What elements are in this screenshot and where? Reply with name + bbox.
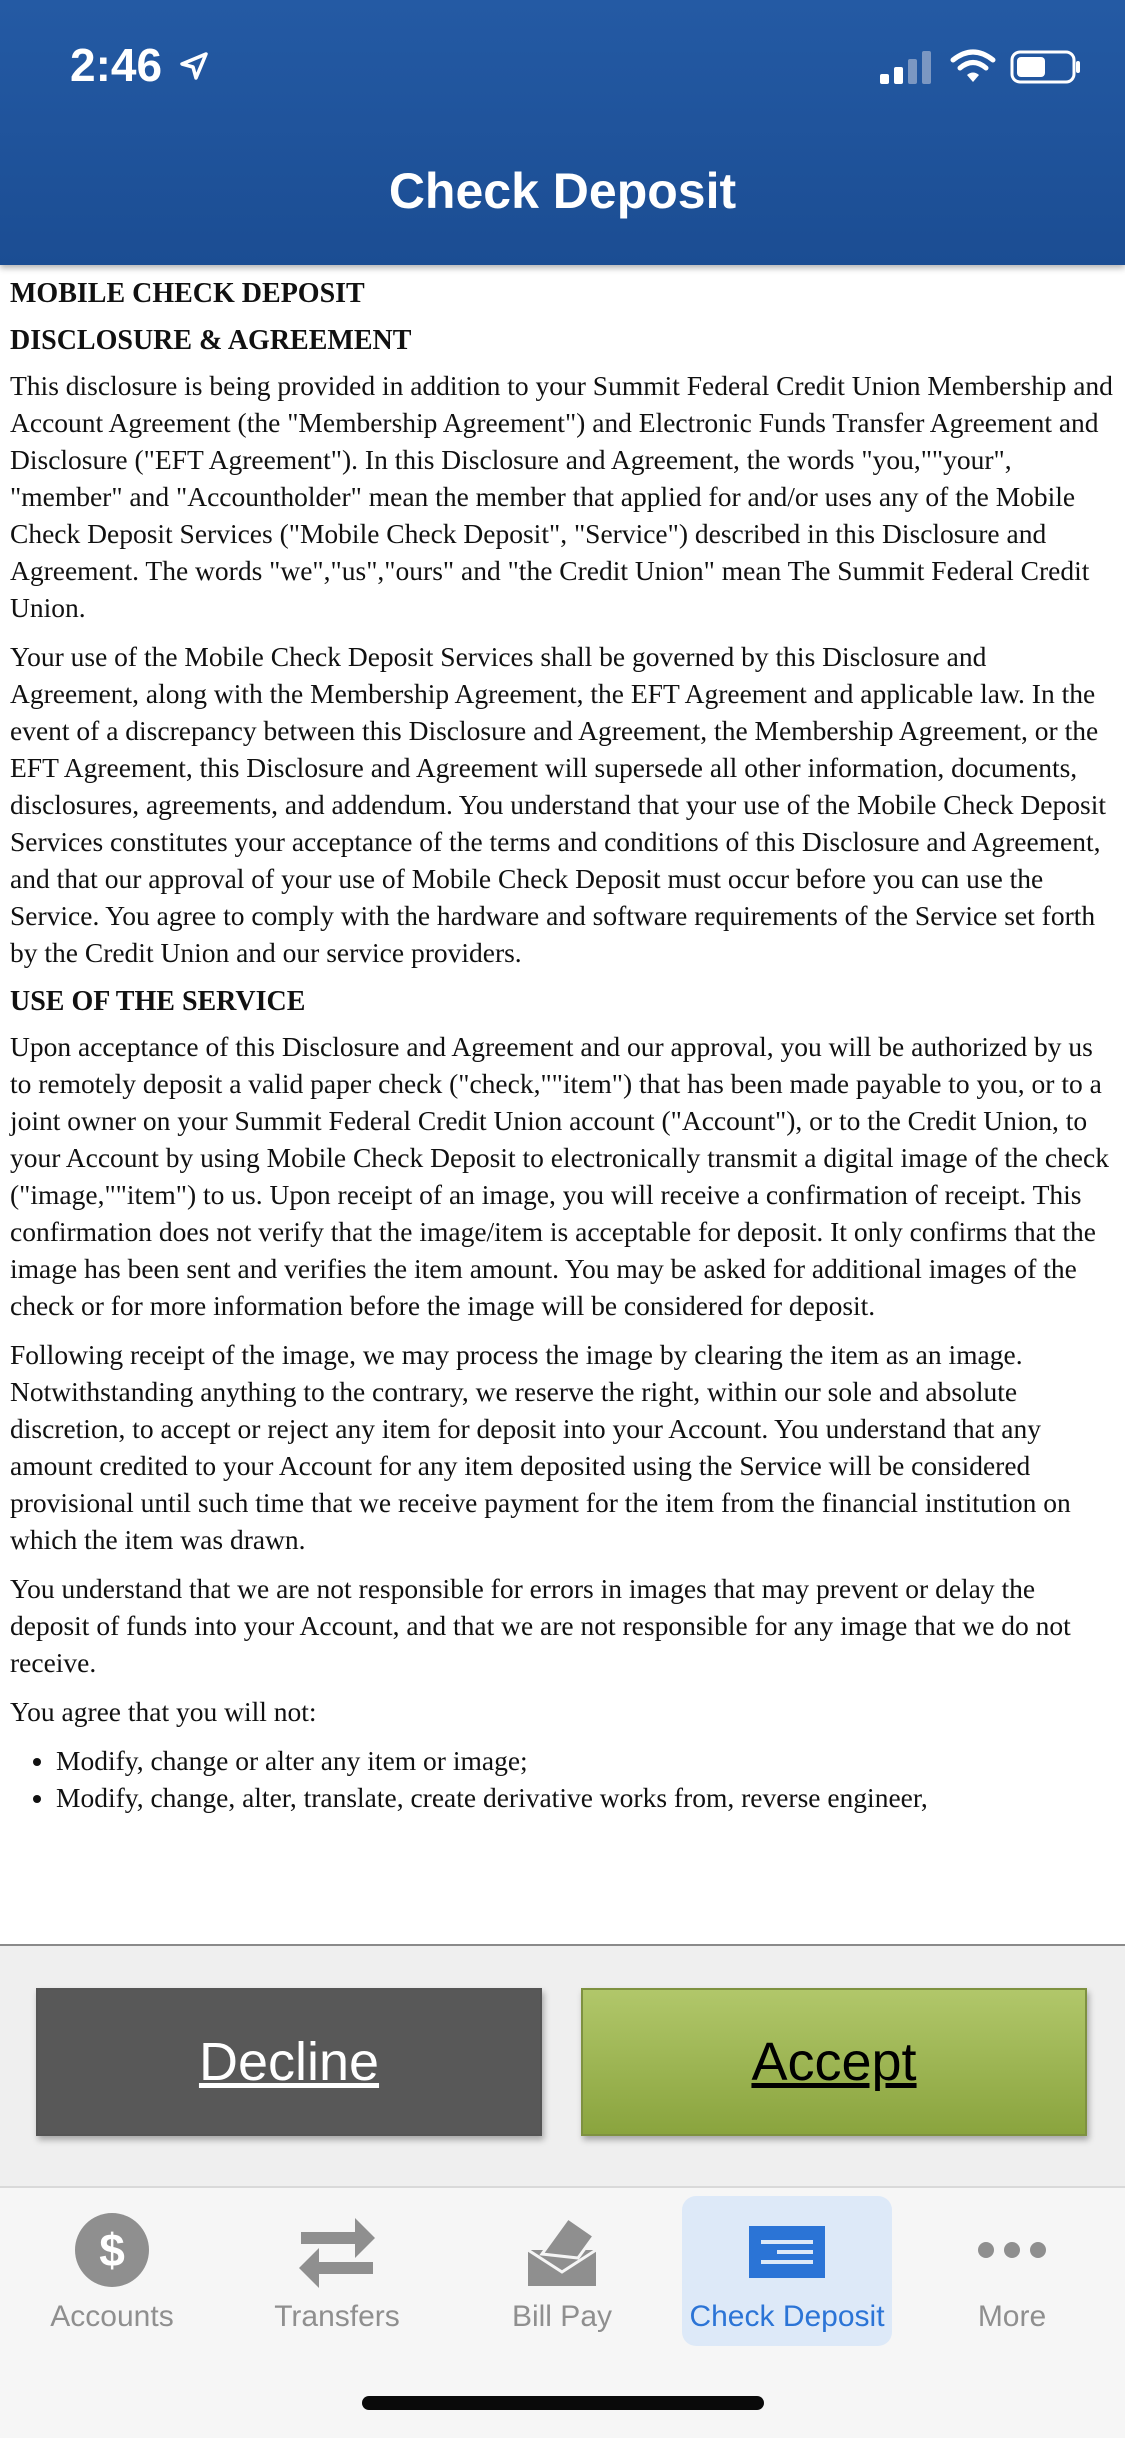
doc-paragraph: You understand that we are not responsible for errors in images that may prevent or delay the deposit of funds into your Account, and that we are not responsible for any image that we do not receive. [10, 1573, 1071, 1678]
tab-bar [0, 2186, 1125, 2438]
action-bar [0, 1946, 1125, 2186]
page-title: Check Deposit [388, 163, 737, 219]
tab-label: Accounts [50, 2300, 174, 2333]
wifi-icon [950, 48, 996, 84]
tab-accounts[interactable] [7, 2196, 217, 2346]
doc-paragraph: This disclosure is being provided in addition to your Summit Federal Credit Union Membership and Account Agreement (the "Membership Agreement") and Electronic Funds Transfer Agreement and Disclosure ("EFT Agreement"). In this Disclosure and Agreement, the words "you,""your", "member" and "Accountholder" mean the member that applied for and/or uses any of the Mobile Check Deposit Services ("Mobile Check Deposit", "Service") described in this Disclosure and Agreement. The words "we","us","ours" and "the Credit Union" mean The Summit Federal Credit Union. [10, 370, 1113, 623]
tab-bill-pay[interactable] [457, 2196, 667, 2346]
tab-transfers[interactable] [232, 2196, 442, 2346]
tab-label: More [977, 2300, 1047, 2333]
tab-label: Transfers [274, 2300, 400, 2333]
envelope-icon [522, 2210, 602, 2290]
doc-paragraph: Upon acceptance of this Disclosure and Agreement and our approval, you will be authorized by us to remotely deposit a valid paper check ("check,""item") that has been made payable to you, or to a joint owner on your Summit Federal Credit Union account ("Account"), or to the Credit Union, to your Account by using Mobile Check Deposit to electronically transmit a digital image of the check ("image,""item") to us. Upon receipt of an image, you will receive a confirmation of receipt. This confirmation does not verify that the image/item is acceptable for deposit. It only confirms that the image has been sent and verifies the item amount. You may be asked for additional images of the check or for more information before the image will be considered for deposit. [10, 1031, 1109, 1321]
tab-label: Check Deposit [689, 2300, 885, 2333]
accept-button[interactable]: Accept [581, 1988, 1087, 2136]
doc-heading-use-of-service: USE OF THE SERVICE [10, 986, 306, 1017]
doc-paragraph: Your use of the Mobile Check Deposit Services shall be governed by this Disclosure and Agreement, along with the Membership Agreement, the EFT Agreement and applicable law. In the event of a discrepancy between this Disclosure and Agreement, the Membership Agreement, or the EFT Agreement, this Disclosure and Agreement will supersede all other information, documents, disclosures, agreements, and addendum. You understand that your use of the Mobile Check Deposit Services constitutes your acceptance of the terms and conditions of this Disclosure and Agreement, and that our approval of your use of Mobile Check Deposit must occur before you can use the Service. You agree to comply with the hardware and software requirements of the Service set forth by the Credit Union and our service providers. [10, 641, 1106, 968]
doc-heading-title: MOBILE CHECK DEPOSIT [10, 278, 365, 309]
location-arrow-icon [178, 50, 210, 82]
dollar-icon [72, 2210, 152, 2290]
tab-more[interactable] [907, 2196, 1117, 2346]
battery-icon [1010, 50, 1082, 84]
doc-paragraph: Following receipt of the image, we may process the image by clearing the item as an image. Notwithstanding anything to the contrary, we reserve the right, within our sole and absolute discretion, to accept or reject any item for deposit into your Account. You understand that any amount credited to your Account for any item deposited using the Service will be considered provisional until such time that we receive payment for the item from the financial institution on which the item was drawn. [10, 1339, 1071, 1555]
doc-paragraph: You agree that you will not: [10, 1696, 317, 1727]
disclosure-document[interactable] [0, 265, 1125, 1945]
decline-button[interactable]: Decline [36, 1988, 542, 2136]
tab-label: Bill Pay [511, 2300, 613, 2333]
doc-bullet-list [10, 1742, 1115, 1816]
list-item: • Modify, change or alter any item or image; [56, 1742, 1115, 1779]
svg-text:$: $ [99, 2224, 125, 2276]
check-icon [747, 2210, 827, 2290]
list-item: • Modify, change, alter, translate, create derivative works from, reverse engineer, [56, 1779, 1115, 1816]
tab-check-deposit[interactable] [682, 2196, 892, 2346]
app-header [0, 0, 1125, 265]
ellipsis-icon [972, 2210, 1052, 2290]
transfer-arrows-icon [297, 2210, 377, 2290]
doc-heading-disclosure: DISCLOSURE & AGREEMENT [10, 325, 412, 356]
status-time: 2:46 [70, 39, 163, 91]
cellular-signal-icon [880, 50, 936, 84]
home-indicator[interactable] [362, 2396, 764, 2410]
